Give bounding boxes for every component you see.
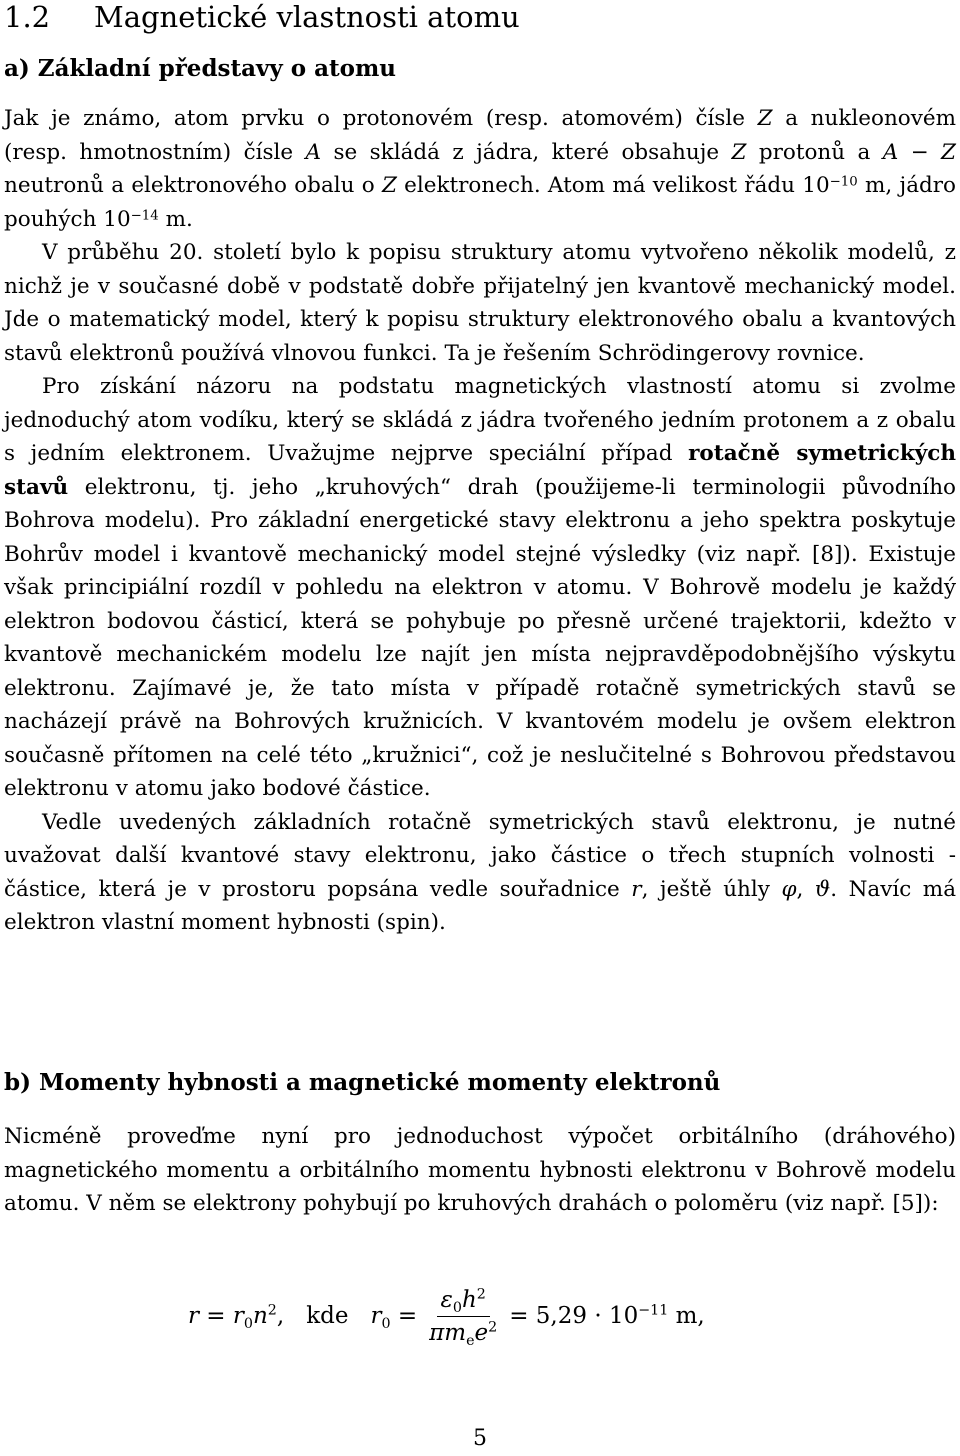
equation-kde: kde bbox=[306, 1303, 349, 1329]
equation-lhs: $r = r_0n^2$, bbox=[188, 1302, 285, 1332]
page-number: 5 bbox=[473, 1426, 487, 1451]
paragraph-quantum-states: Vedle uvedených základních rotačně symetrických stavů elektronu, je nutné uvažovat další kvantové stavy elektronu, jako částice o třech stupních volnosti - částice, která je v prostoru popsána vedle souřadnice r, ještě úhly φ, ϑ. Navíc má elektron vlastní moment hybnosti (spin). bbox=[4, 809, 957, 935]
subsection-b-heading: b) Momenty hybnosti a magnetické momenty elektronů bbox=[4, 1069, 721, 1096]
equation-fraction bbox=[425, 1285, 501, 1349]
paragraph-bohr-model: Nicméně proveďme nyní pro jednoduchost výpočet orbitálního (dráhového) magnetického momentu a orbitálního momentu hybnosti elektronu v Bohrově modelu atomu. V něm se elektrony pohybují po kruhových drahách o poloměru (viz např. [5]): bbox=[4, 1124, 956, 1216]
equation-rhs: = $5,29 \cdot 10^{-11}$ m, bbox=[509, 1302, 705, 1329]
bohr-radius-equation bbox=[188, 1276, 705, 1356]
section-number: 1.2 bbox=[4, 0, 51, 34]
fraction-numerator: $\varepsilon_0h^2$ bbox=[437, 1287, 490, 1317]
paragraph-models: V průběhu 20. století bylo k popisu struktury atomu vytvořeno několik modelů, z nichž je v současné době v podstatě dobře přijatelný jen kvantově mechanický model. Jde o matematický model, který k popisu struktury elektronového obalu a kvantových stavů elektronů používá vlnovou funkci. Ta je řešením Schrödingerovy rovnice. bbox=[4, 240, 956, 366]
paragraph-intro: Jak je známo, atom prvku o protonovém (resp. atomovém) čísle Z a nukleonovém (resp. hmotnostním) čísle A se skládá z jádra, které obsahuje Z protonů a A − Z neutronů a elektronového obalu o Z elektronech. Atom má velikost řádu $10^{-10}$ m, jádro pouhých $10^{-14}$ m. bbox=[4, 106, 956, 232]
subsection-a-body bbox=[4, 102, 956, 940]
section-heading bbox=[4, 0, 520, 34]
equation-r0: $r_0$ = bbox=[370, 1303, 418, 1332]
section-title: Magnetické vlastnosti atomu bbox=[94, 0, 520, 34]
subsection-a-heading: a) Základní představy o atomu bbox=[4, 55, 397, 82]
paragraph-hydrogen: Pro získání názoru na podstatu magnetických vlastností atomu si zvolme jednoduchý atom vodíku, který se skládá z jádra tvořeného jedním protonem a z obalu s jedním elektronem. Uvažujme nejprve speciální případ rotačně symetrických stavů elektronu, tj. jeho „kruhových“ drah (použijeme-li terminologii původního Bohrova modelu). Pro základní energetické stavy elektronu a jeho spektra poskytuje Bohrův model i kvantově mechanický model stejné výsledky (viz např. [8]). Existuje však principiální rozdíl v pohledu na elektron v atomu. V Bohrově modelu je každý elektron bodovou částicí, která se pohybuje po přesně určené trajektorii, kdežto v kvantově mechanickém modelu lze najít jen místa nejpravděpodobnějšího výskytu elektronu. Zajímavé je, že tato místa v případě rotačně symetrických stavů se nacházejí právě na Bohrových kružnicích. V kvantovém modelu je ovšem elektron současně přítomen na celé této „kružnici“, což je neslučitelné s Bohrovou představou elektronu v atomu jako bodové částice. bbox=[4, 374, 956, 801]
subsection-b-body bbox=[4, 1120, 956, 1221]
fraction-denominator: $\pi m_ee^2$ bbox=[429, 1318, 498, 1349]
